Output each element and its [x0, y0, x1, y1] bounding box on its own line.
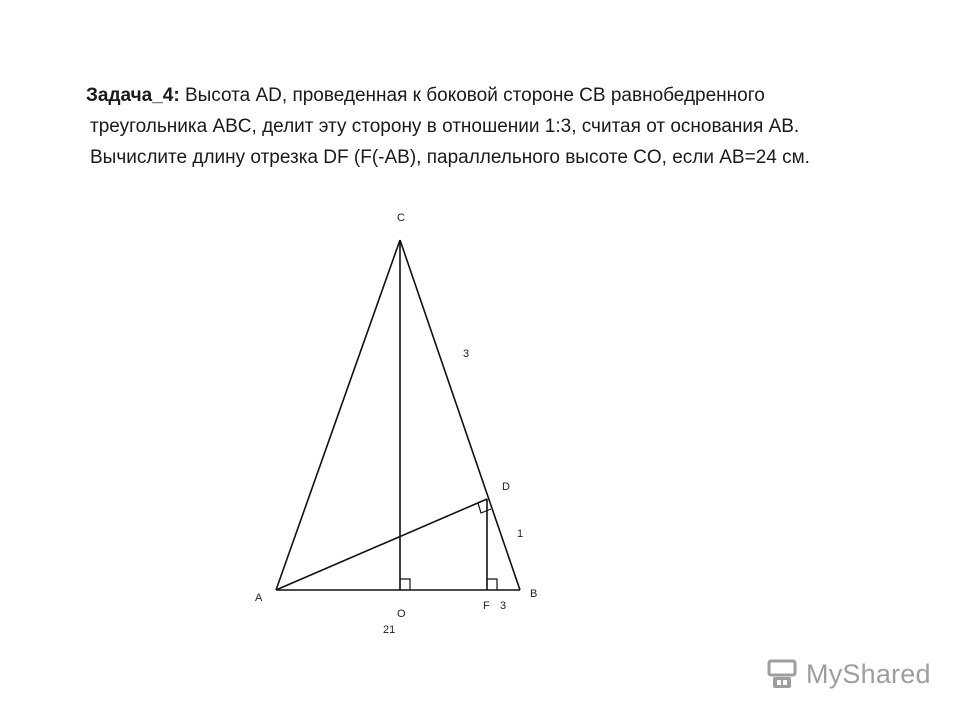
watermark-text: MyShared: [806, 658, 931, 689]
myshared-logo-icon: [766, 657, 800, 691]
label-fb-3: 3: [500, 600, 507, 612]
side-ca: [276, 240, 400, 590]
side-cb: [400, 240, 520, 590]
label-cd-3: 3: [463, 348, 470, 360]
right-angle-f: [487, 579, 497, 590]
label-o: O: [397, 608, 406, 620]
label-d: D: [502, 481, 510, 493]
label-a: A: [255, 592, 263, 604]
label-db-1: 1: [517, 528, 524, 540]
label-f: F: [483, 600, 490, 612]
problem-text-1: Высота AD, проведенная к боковой стороне CB равнобедренного: [179, 85, 765, 106]
right-angle-d: [478, 503, 491, 513]
label-ao-21: 21: [383, 624, 396, 636]
problem-line-3: Вычислите длину отрезка DF (F(-AB), параллельного высоте CO, если AB=24 см.: [90, 147, 810, 168]
problem-line-2: треугольника ABC, делит эту сторону в отношении 1:3, считая от основания AB.: [90, 116, 800, 137]
label-b: B: [530, 588, 538, 600]
myshared-watermark: [766, 656, 931, 692]
label-c: C: [397, 212, 405, 224]
right-angle-o: [400, 579, 410, 590]
problem-heading: Задача_4:: [86, 85, 180, 106]
altitude-ad: [276, 499, 487, 590]
